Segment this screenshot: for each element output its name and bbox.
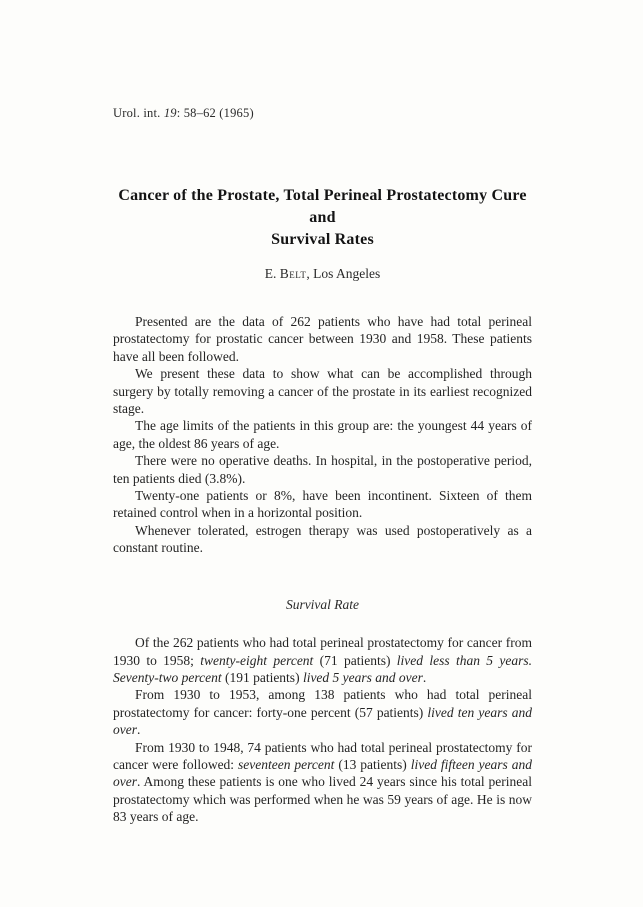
paragraph: There were no operative deaths. In hospital, in the postoperative period, ten patients died (3.8%). bbox=[113, 453, 532, 486]
author-line bbox=[113, 266, 532, 282]
paragraph: Twenty-one patients or 8%, have been incontinent. Sixteen of them retained control when in a horizontal position. bbox=[113, 488, 532, 521]
author-location: , Los Angeles bbox=[306, 266, 381, 281]
text-column bbox=[113, 0, 532, 826]
paragraph: The age limits of the patients in this group are: the youngest 44 years of age, the oldest 86 years of age. bbox=[113, 418, 532, 451]
paragraph: Whenever tolerated, estrogen therapy was used postoperatively as a constant routine. bbox=[113, 522, 532, 556]
paragraph: From 1930 to 1948, 74 patients who had total perineal prostatectomy for cancer were followed: seventeen percent (13 patients) lived fifteen years and over. Among these patients is one who lived 24 years since his total perineal prostatectomy which was performed when he was 59 years of age. He is now 83 years of age. bbox=[113, 739, 533, 825]
article-body bbox=[113, 313, 532, 826]
author-surname: Belt bbox=[279, 266, 307, 281]
section-heading: Survival Rate bbox=[285, 596, 360, 612]
article-title-line1: Cancer of the Prostate, Total Perineal Prostatectomy Cure and bbox=[118, 187, 527, 226]
article-title-line2: Survival Rates bbox=[271, 231, 374, 248]
journal-pages-year: : 58–62 (1965) bbox=[176, 106, 254, 120]
journal-name: Urol. int. bbox=[113, 106, 164, 120]
paragraph: From 1930 to 1953, among 138 patients who had total perineal prostatectomy for cancer: forty-one percent (57 patients) lived ten years and over. bbox=[113, 687, 532, 738]
paragraph: Presented are the data of 262 patients who have had total perineal prostatectomy for prostatic cancer between 1930 and 1958. These patients have all been followed. bbox=[113, 314, 532, 364]
paragraph: Of the 262 patients who had total perineal prostatectomy for cancer from 1930 to 1958; twenty-eight percent (71 patients) lived less than 5 years. Seventy-two percent (191 patients) lived 5 years and over. bbox=[113, 635, 532, 685]
article-title bbox=[113, 185, 532, 251]
journal-volume: 19 bbox=[163, 106, 177, 120]
paragraph: We present these data to show what can be accomplished through surgery by totally removing a cancer of the prostate in its earliest recognized stage. bbox=[113, 366, 532, 417]
journal-reference bbox=[113, 106, 532, 121]
author-initial: E. bbox=[264, 266, 280, 281]
